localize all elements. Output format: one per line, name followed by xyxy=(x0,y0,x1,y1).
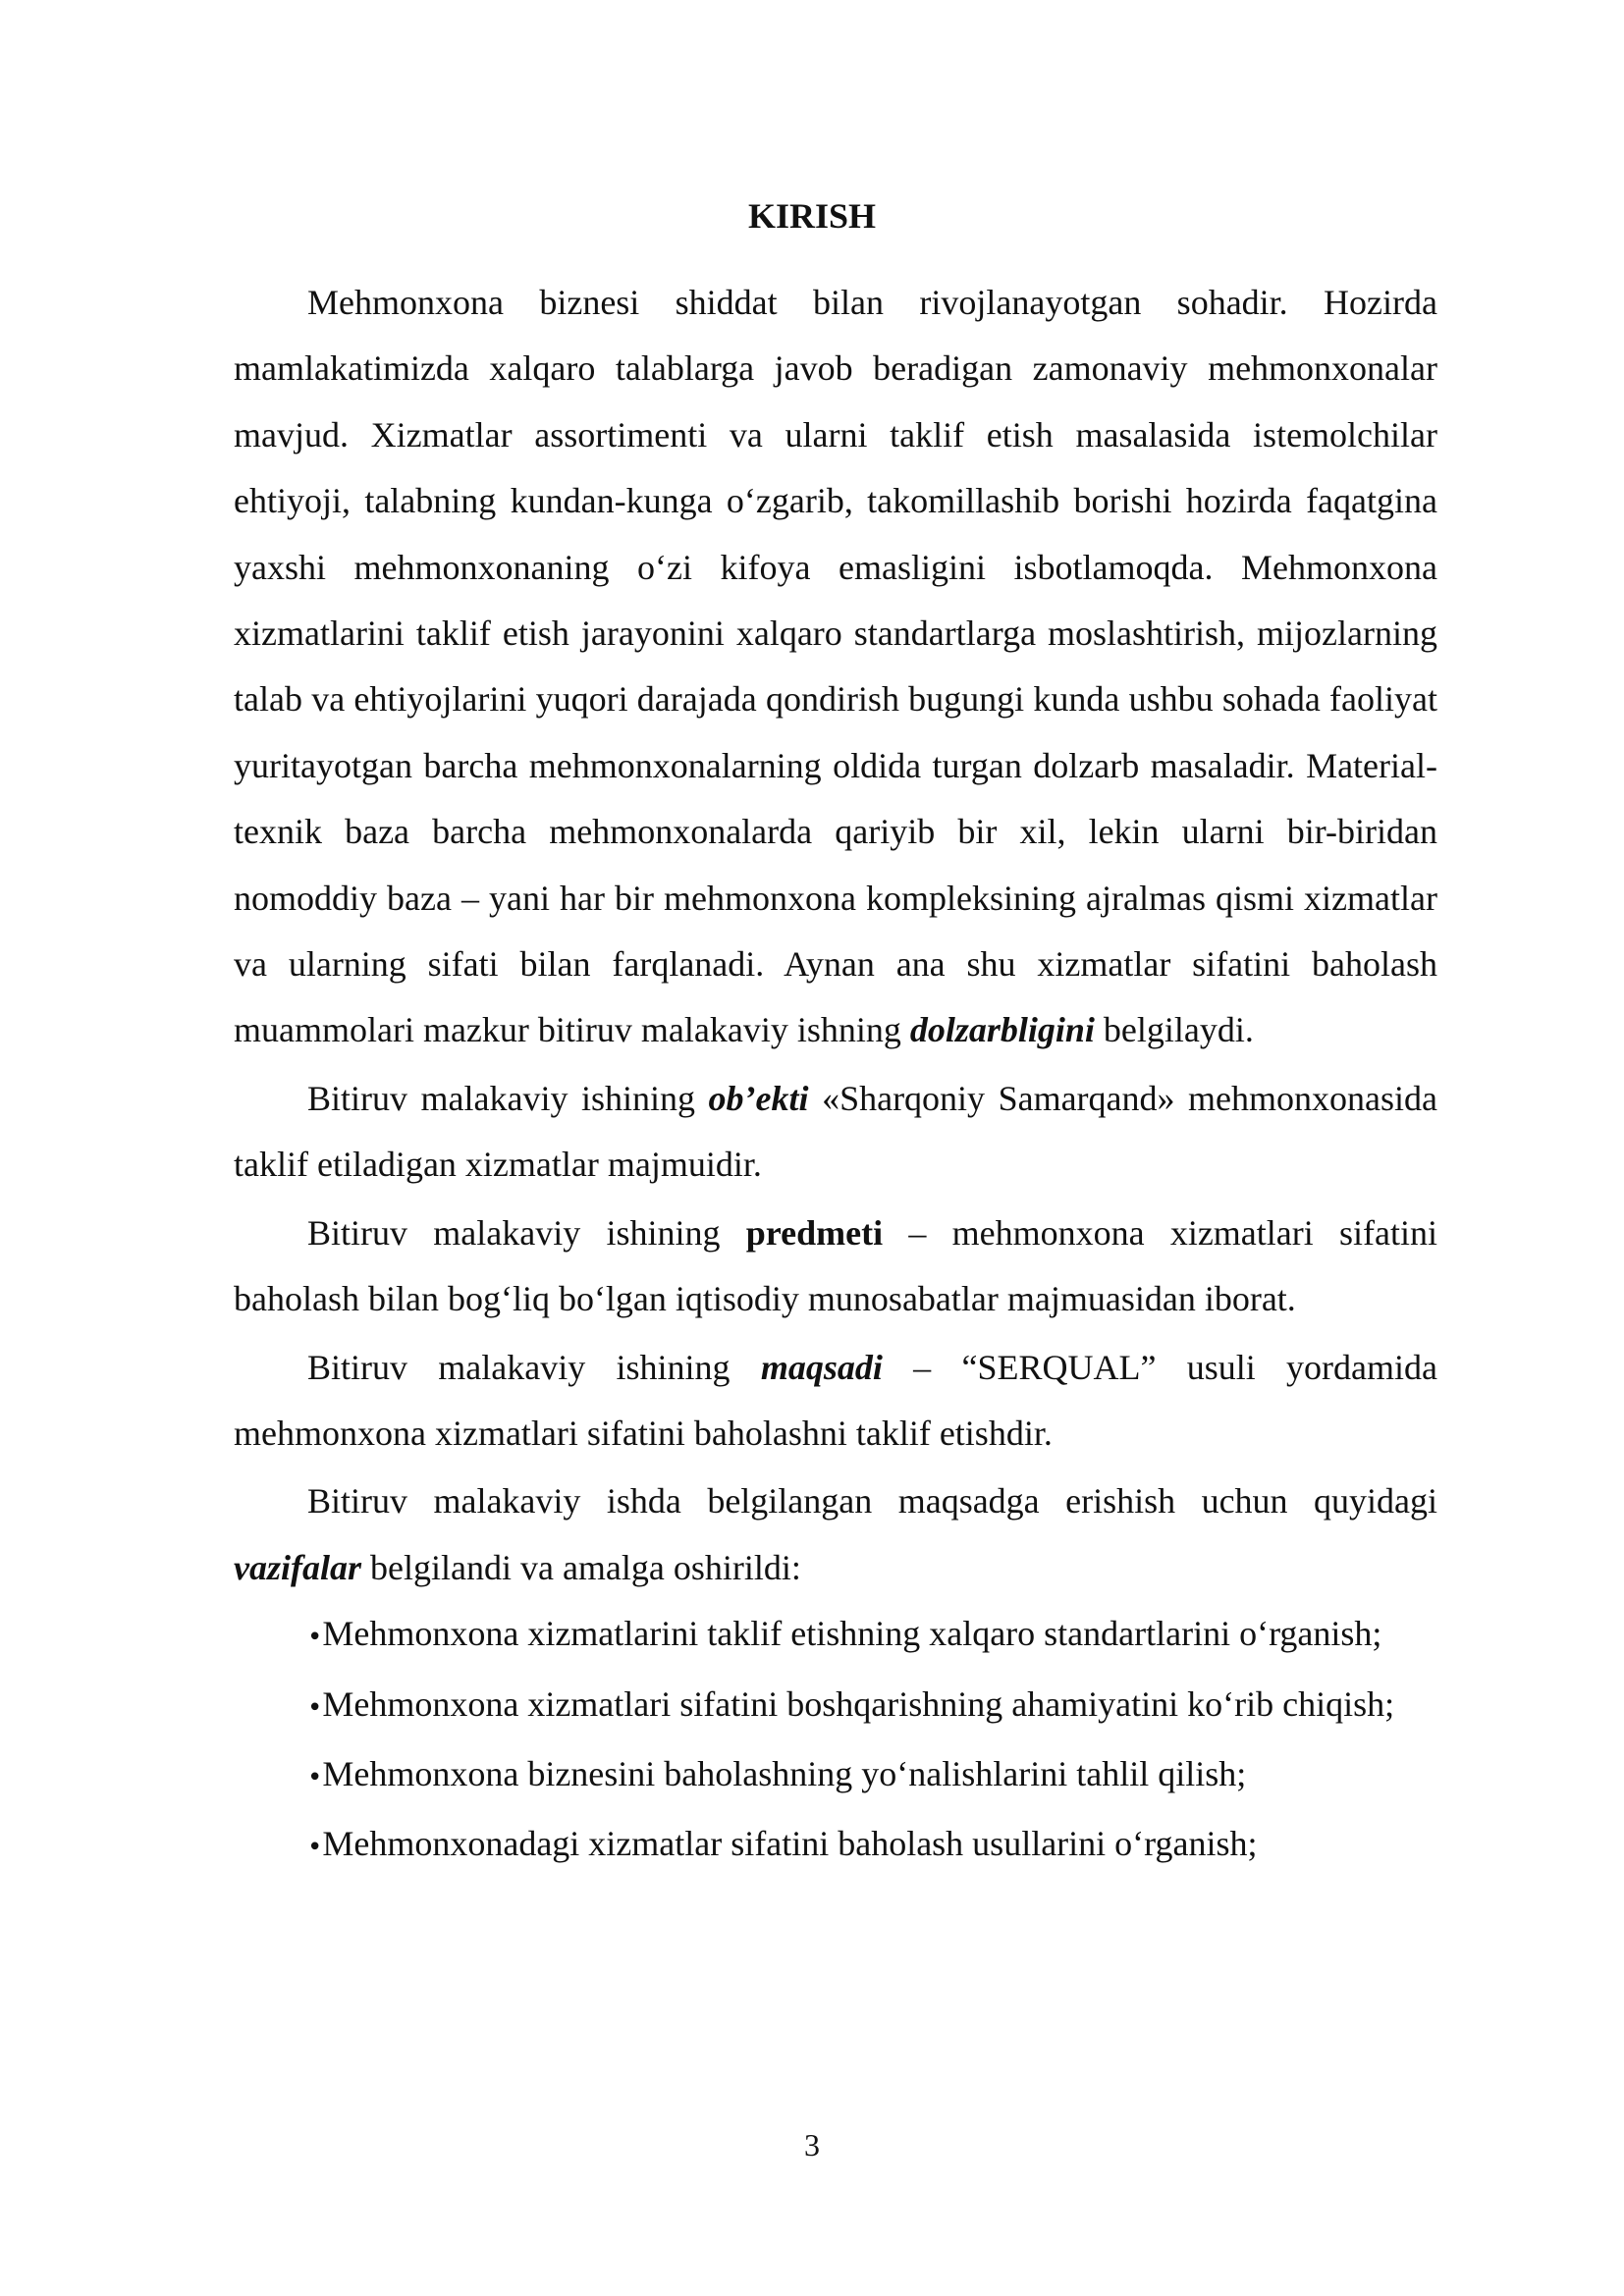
paragraph-object xyxy=(234,1066,1437,1199)
paragraph-text-end: «Sharqoniy Samarqand» mehmonxonasida taklif etiladigan xizmatlar majmuidir. xyxy=(234,1078,1438,1185)
bullet-icon: • xyxy=(307,1692,323,1723)
paragraph-subject xyxy=(234,1201,1437,1333)
list-item-text: Mehmonxona xizmatlari sifatini boshqarishning ahamiyatini ko‘rib chiqish; xyxy=(322,1683,1395,1724)
term-subject: predmeti xyxy=(745,1212,884,1253)
paragraph-text: Bitiruv malakaviy ishining xyxy=(307,1212,721,1253)
paragraph-text-end: – “SERQUAL” usuli yordamida mehmonxona xizmatlari sifatini baholashni taklif etishdir. xyxy=(234,1347,1437,1453)
term-tasks: vazifalar xyxy=(234,1547,361,1587)
list-item-text: Mehmonxonadagi xizmatlar sifatini baholash usullarini o‘rganish; xyxy=(322,1824,1258,1864)
bullet-icon: • xyxy=(307,1762,323,1792)
paragraph-text: Bitiruv malakaviy ishda belgilangan maqsadga erishish uchun quyidagi xyxy=(307,1481,1437,1522)
paragraph-text: Mehmonxona biznesi shiddat bilan rivojlanayotgan sohadir. Hozirda mamlakatimizda xalqaro talablarga javob beradigan zamonaviy mehmonxonalar mavjud. Xizmatlar assortimenti va ularni taklif etish masalasida istemolchilar ehtiyoji, talabning kundan-kunga o‘zgarib, takomillashib borishi hozirda faqatgina yaxshi mehmonxonaning o‘zi kifoya emasligini isbotlamoqda. Mehmonxona xizmatlarini taklif etish jarayonini xalqaro standartlarga moslashtirish, mijozlarning talab va ehtiyojlarini yuqori darajada qondirish bugungi kunda ushbu sohada faoliyat yuritayotgan barcha mehmonxonalarning oldida turgan dolzarb masaladir. Material-texnik baza barcha mehmonxonalarda qariyib bir xil, lekin ularni bir-biridan nomoddiy baza – yani har bir mehmonxona kompleksining ajralmas qismi xizmatlar va ularning sifati bilan farqlanadi. Aynan ana shu xizmatlar sifatini baholash muammolari mazkur bitiruv malakaviy ishning xyxy=(234,283,1437,1050)
paragraph-tasks-intro xyxy=(234,1468,1437,1601)
bullet-icon: • xyxy=(307,1623,323,1653)
list-item xyxy=(234,1601,1437,1671)
list-item xyxy=(234,1672,1437,1741)
paragraph-goal xyxy=(234,1335,1437,1468)
paragraph-text-end: belgilaydi. xyxy=(1103,1010,1254,1050)
term-object: ob’ekti xyxy=(708,1078,809,1118)
task-list xyxy=(234,1601,1437,1882)
page-number: 3 xyxy=(804,2127,820,2163)
paragraph-text: Bitiruv malakaviy ishining xyxy=(307,1347,731,1387)
paragraph-relevance xyxy=(234,270,1437,1064)
paragraph-text-end: belgilandi va amalga oshirildi: xyxy=(370,1547,801,1587)
list-item-text: Mehmonxona biznesini baholashning yo‘nalishlarini tahlil qilish; xyxy=(322,1753,1247,1793)
page-title: KIRISH xyxy=(747,196,877,236)
list-item-text: Mehmonxona xizmatlarini taklif etishning xalqaro standartlarini o‘rganish; xyxy=(322,1614,1382,1654)
list-item xyxy=(234,1811,1437,1881)
paragraph-text: Bitiruv malakaviy ishining xyxy=(307,1078,696,1118)
list-item xyxy=(234,1741,1437,1811)
bullet-icon: • xyxy=(307,1833,323,1863)
term-relevance: dolzarbligini xyxy=(909,1010,1095,1050)
paragraph-text-end: – mehmonxona xizmatlari sifatini baholash bilan bog‘liq bo‘lgan iqtisodiy munosabatlar majmuasidan iborat. xyxy=(234,1212,1438,1319)
term-goal: maqsadi xyxy=(760,1347,883,1387)
document-body xyxy=(234,270,1437,1882)
